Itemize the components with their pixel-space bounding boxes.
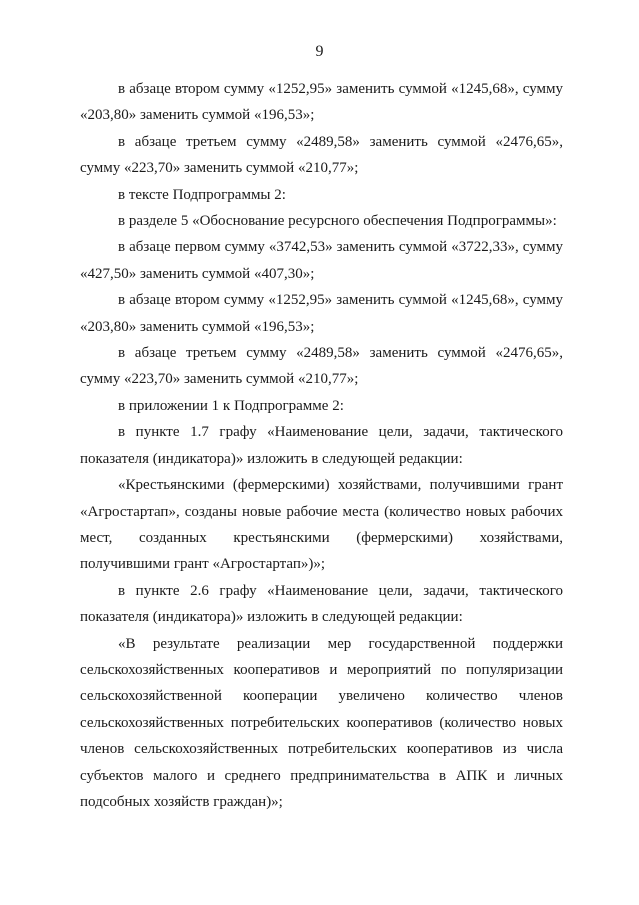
paragraph: в разделе 5 «Обоснование ресурсного обеспечения Подпрограммы»: <box>118 213 557 230</box>
paragraph: в тексте Подпрограммы 2: <box>118 186 286 203</box>
page-number: 9 <box>315 43 324 60</box>
paragraph: в пункте 2.6 графу «Наименование цели, задачи, тактического показателя (индикатора)» изложить в следующей редакции: <box>80 582 563 626</box>
paragraph: в приложении 1 к Подпрограмме 2: <box>118 397 344 414</box>
paragraph: в абзаце третьем сумму «2489,58» заменить суммой «2476,65», сумму «223,70» заменить суммой «210,77»; <box>80 133 563 177</box>
paragraph: в пункте 1.7 графу «Наименование цели, задачи, тактического показателя (индикатора)» изложить в следующей редакции: <box>80 424 563 467</box>
paragraph: в абзаце третьем сумму «2489,58» заменить суммой «2476,65», сумму «223,70» заменить суммой «210,77»; <box>80 345 563 388</box>
paragraph: в абзаце втором сумму «1252,95» заменить суммой «1245,68», сумму «203,80» заменить суммой «196,53»; <box>80 81 563 124</box>
document-body <box>80 76 563 815</box>
paragraph: в абзаце первом сумму «3742,53» заменить суммой «3722,33», сумму «427,50» заменить суммой «407,30»; <box>80 239 563 282</box>
paragraph: «В результате реализации мер государственной поддержки сельскохозяйственных кооперативов и мероприятий по популяризации сельскохозяйственной кооперации увеличено количество членов сельскохозяйственных потребительских кооперативов (количество новых членов сельскохозяйственных потребительских кооперативов из числа субъектов малого и среднего предпринимательства в АПК и личных подсобных хозяйств граждан)»; <box>80 635 563 810</box>
paragraph: «Крестьянскими (фермерскими) хозяйствами, получившими грант «Агростартап», созданы новые рабочие места (количество новых рабочих мест, созданных крестьянскими (фермерскими) хозяйствами, получившими грант «Агростартап»)»; <box>80 477 563 573</box>
paragraph: в абзаце втором сумму «1252,95» заменить суммой «1245,68», сумму «203,80» заменить суммой «196,53»; <box>80 292 563 335</box>
